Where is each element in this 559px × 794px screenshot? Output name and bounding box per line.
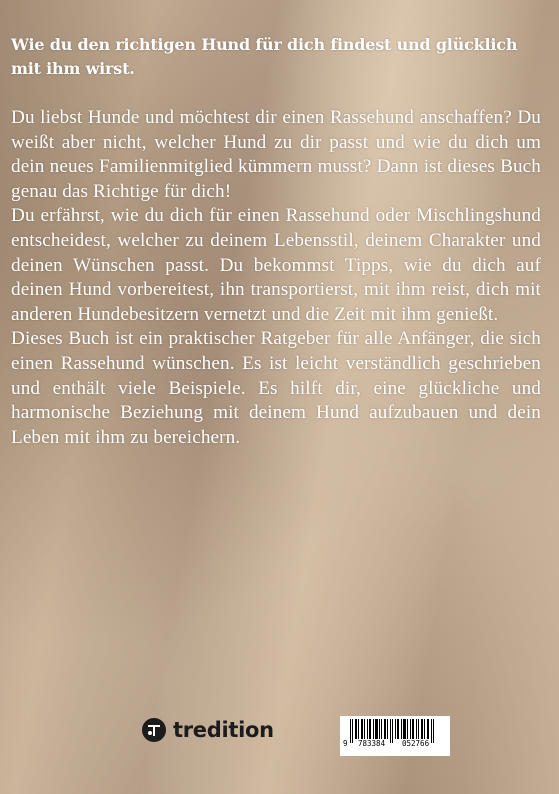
blurb-headline: Wie du den richtigen Hund für dich findest und glücklich mit ihm wirst. [11,35,518,78]
barcode-lead-digit: 9 [343,739,348,748]
blurb-paragraph-1: Du liebst Hunde und möchtest dir einen Rassehund anschaffen? Du weißt aber nicht, welcher Hund zu dir passt und wie du dich um dein neues Familienmitglied kümmern musst? Dann ist dieses Buch genau das Richtige für dich! [11,107,541,202]
barcode-left-group: 783384 [358,739,386,748]
blurb-paragraph-2: Du erfährst, wie du dich für einen Rassehund oder Mischlingshund entscheidest, welcher zu deinem Lebensstil, deinem Charakter und deinen Wünschen passt. Du bekommst Tipps, wie du dich auf deinen Hund vorbereitest, ihn transportierst, mit ihm reist, dich mit anderen Hundebesitzern vernetzt und die Zeit mit ihm genießt. [11,205,541,325]
blurb-text-block [11,33,541,450]
barcode-right-group: 052766 [402,739,430,748]
publisher-name: tredition [173,718,274,742]
isbn-barcode [340,716,450,756]
publisher-logo [142,716,274,744]
tredition-logo-icon [142,718,166,742]
blurb-paragraph-3: Dieses Buch ist ein praktischer Ratgeber für alle Anfänger, die sich einen Rassehund wünschen. Es ist leicht verständlich geschrieben und enthält viele Beispiele. Es hilft dir, eine glückliche und harmonische Beziehung mit deinem Hund aufzubauen und dein Leben mit ihm zu bereichern. [11,328,541,448]
